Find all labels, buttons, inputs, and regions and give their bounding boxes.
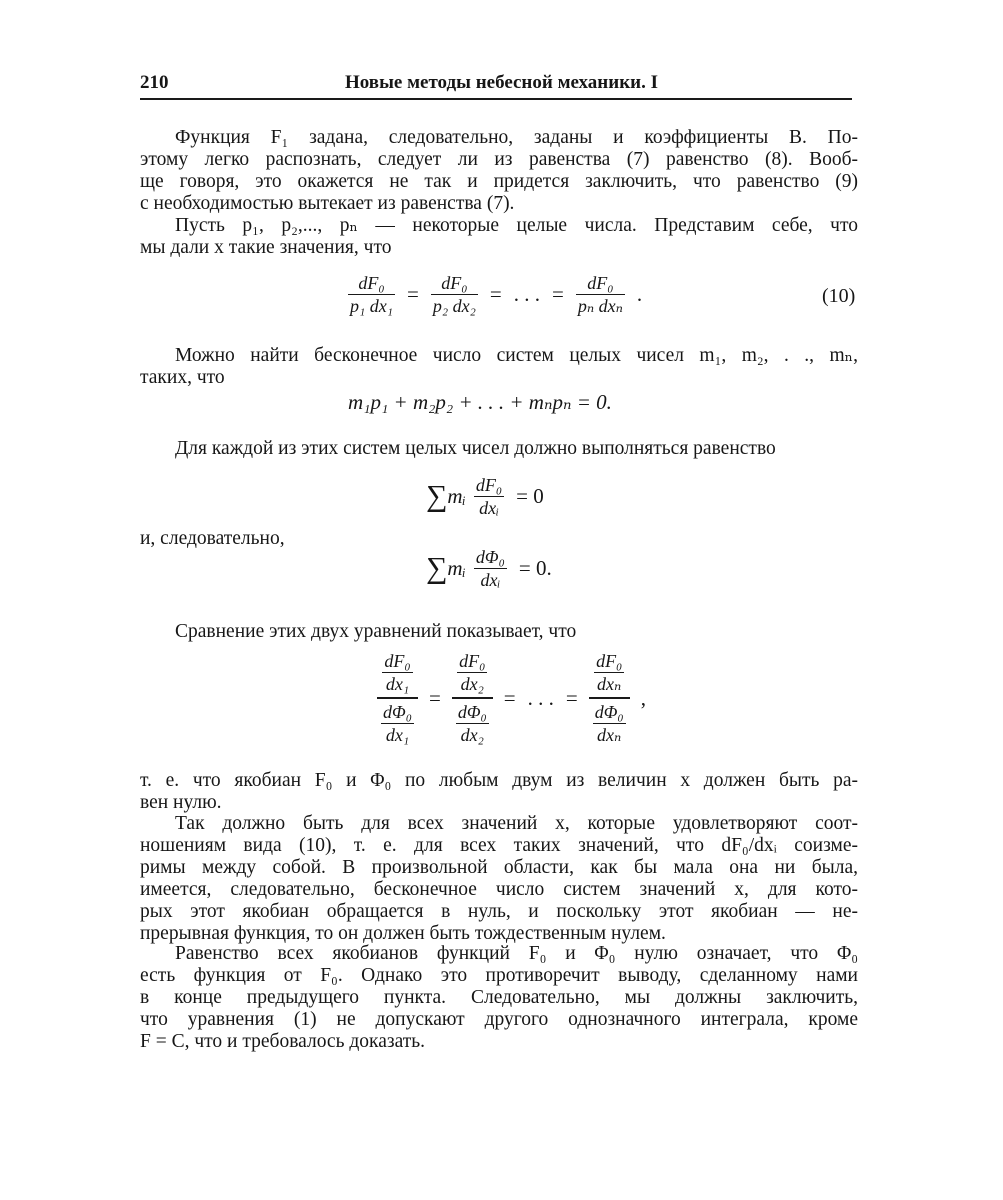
page-number: 210	[140, 72, 169, 93]
fraction	[382, 650, 412, 695]
fraction	[431, 272, 478, 317]
text-line: Сравнение этих двух уравнений показывает, что	[175, 621, 577, 642]
equals-sign: =	[565, 685, 578, 710]
fraction-numerator: dF₀	[459, 651, 486, 671]
trailing-punctuation: .	[636, 282, 643, 307]
equation-number: (10)	[822, 285, 856, 307]
text-line: и, следовательно,	[140, 528, 285, 549]
sigma-symbol: ∑	[426, 479, 448, 513]
text-line: с необходимостью вытекает из равенства (7).	[140, 193, 515, 214]
fraction	[381, 701, 414, 746]
fraction-bar	[589, 697, 630, 699]
fraction-denominator: dxₙ	[597, 725, 622, 746]
fraction	[456, 701, 489, 746]
ellipsis: . . .	[513, 282, 540, 307]
coefficient: mᵢ	[447, 484, 466, 509]
equation-10	[344, 272, 646, 317]
fraction	[457, 650, 487, 695]
fraction-numerator: dΦ₀	[383, 701, 412, 722]
text-line: F = C, что и требовалось доказать.	[140, 1031, 426, 1052]
fraction-denominator: dx₁	[385, 725, 410, 746]
text-line: есть функция от F₀. Однако это противоречит выводу, сделанному нами	[140, 965, 858, 986]
equals-sign: =	[428, 685, 441, 710]
text-line: прерывная функция, то он должен быть тождественным нулем.	[140, 923, 666, 944]
fraction-denominator: dxᵢ	[479, 498, 499, 519]
fraction-denominator: dx₂	[460, 725, 484, 746]
fraction-denominator: dxᵢ	[480, 570, 501, 591]
equals-sign: =	[551, 282, 564, 307]
page-header	[140, 68, 852, 100]
fraction-bar	[452, 697, 493, 699]
text-line: таких, что	[140, 367, 225, 388]
fraction-bar	[377, 697, 418, 699]
fraction	[576, 272, 625, 317]
fraction	[594, 650, 624, 695]
text-line: рых этот якобиан обращается в нуль, и поскольку этот якобиан — не-	[140, 901, 858, 922]
equals-sign: =	[489, 282, 502, 307]
fraction-numerator: dΦ₀	[475, 547, 505, 567]
running-title: Новые методы небесной механики. I	[345, 72, 658, 93]
text-line: ще говоря, это окажется не так и придется заключить, что равенство (9)	[140, 171, 858, 192]
compound-fraction	[452, 650, 493, 746]
fraction-numerator: dΦ₀	[594, 701, 624, 722]
text-line: вен нулю.	[140, 792, 222, 813]
text-line: Так должно быть для всех значений x, которые удовлетворяют соот-	[175, 813, 858, 834]
text-line: римы между собой. В произвольной области, как бы мала она ни была,	[140, 857, 858, 878]
text-line: Для каждой из этих систем целых чисел должно выполняться равенство	[175, 438, 776, 459]
fraction-numerator: dF₀	[587, 273, 614, 293]
text-line: Функция F₁ задана, следовательно, заданы и коэффициенты B. По-	[175, 127, 858, 148]
fraction-numerator: dF₀	[475, 475, 503, 495]
text-line: мы дали x такие значения, что	[140, 237, 392, 258]
sigma-symbol: ∑	[426, 551, 448, 585]
fraction-denominator: dx₂	[460, 674, 484, 695]
text-line: Пусть p₁, p₂,..., pₙ — некоторые целые числа. Представим себе, что	[175, 215, 858, 236]
fraction	[348, 272, 395, 317]
fraction-numerator: dF₀	[358, 273, 385, 293]
coefficient: mᵢ	[447, 556, 466, 581]
rhs: = 0.	[518, 556, 552, 581]
rhs: = 0	[516, 484, 544, 509]
equation-sum-f	[426, 474, 548, 519]
fraction	[474, 546, 507, 591]
fraction-numerator: dF₀	[384, 651, 411, 671]
trailing-punctuation: ,	[640, 685, 646, 710]
text-line: этому легко распознать, следует ли из равенства (7) равенство (8). Вооб-	[140, 149, 858, 170]
fraction-numerator: dΦ₀	[457, 701, 487, 722]
text-line: т. е. что якобиан F₀ и Φ₀ по любым двум из величин x должен быть ра-	[140, 770, 858, 791]
fraction	[474, 474, 504, 519]
fraction-denominator: dx₁	[385, 674, 410, 695]
compound-fraction	[377, 650, 418, 746]
fraction-denominator: p₁ dx₁	[350, 296, 394, 317]
equation-sum-mp: m₁p₁ + m₂p₂ + . . . + mₙpₙ = 0.	[348, 390, 612, 414]
text-line: ношениям вида (10), т. е. для всех таких значений, что dF₀/dxᵢ соизме-	[140, 835, 858, 856]
fraction-denominator: pₙ dxₙ	[577, 296, 623, 317]
text-line: имеется, следовательно, бесконечное число систем значений x, для кото-	[140, 879, 858, 900]
text-line: в конце предыдущего пункта. Следовательно, мы должны заключить,	[140, 987, 858, 1008]
fraction	[593, 701, 626, 746]
equals-sign: =	[503, 685, 516, 710]
equation-sum-phi	[426, 546, 556, 591]
compound-fraction	[589, 650, 630, 746]
equals-sign: =	[407, 282, 419, 307]
ellipsis: . . .	[527, 685, 554, 710]
text-line: Равенство всех якобианов функций F₀ и Φ₀ нулю означает, что Φ₀	[175, 943, 858, 964]
equation-jacobian-ratio	[374, 650, 650, 746]
text-line: Можно найти бесконечное число систем целых чисел m₁, m₂, . ., mₙ,	[175, 345, 858, 366]
fraction-denominator: dxₙ	[597, 674, 622, 695]
text-line: что уравнения (1) не допускают другого однозначного интеграла, кроме	[140, 1009, 858, 1030]
fraction-numerator: dF₀	[596, 651, 623, 671]
fraction-numerator: dF₀	[441, 273, 468, 293]
fraction-denominator: p₂ dx₂	[432, 296, 476, 317]
